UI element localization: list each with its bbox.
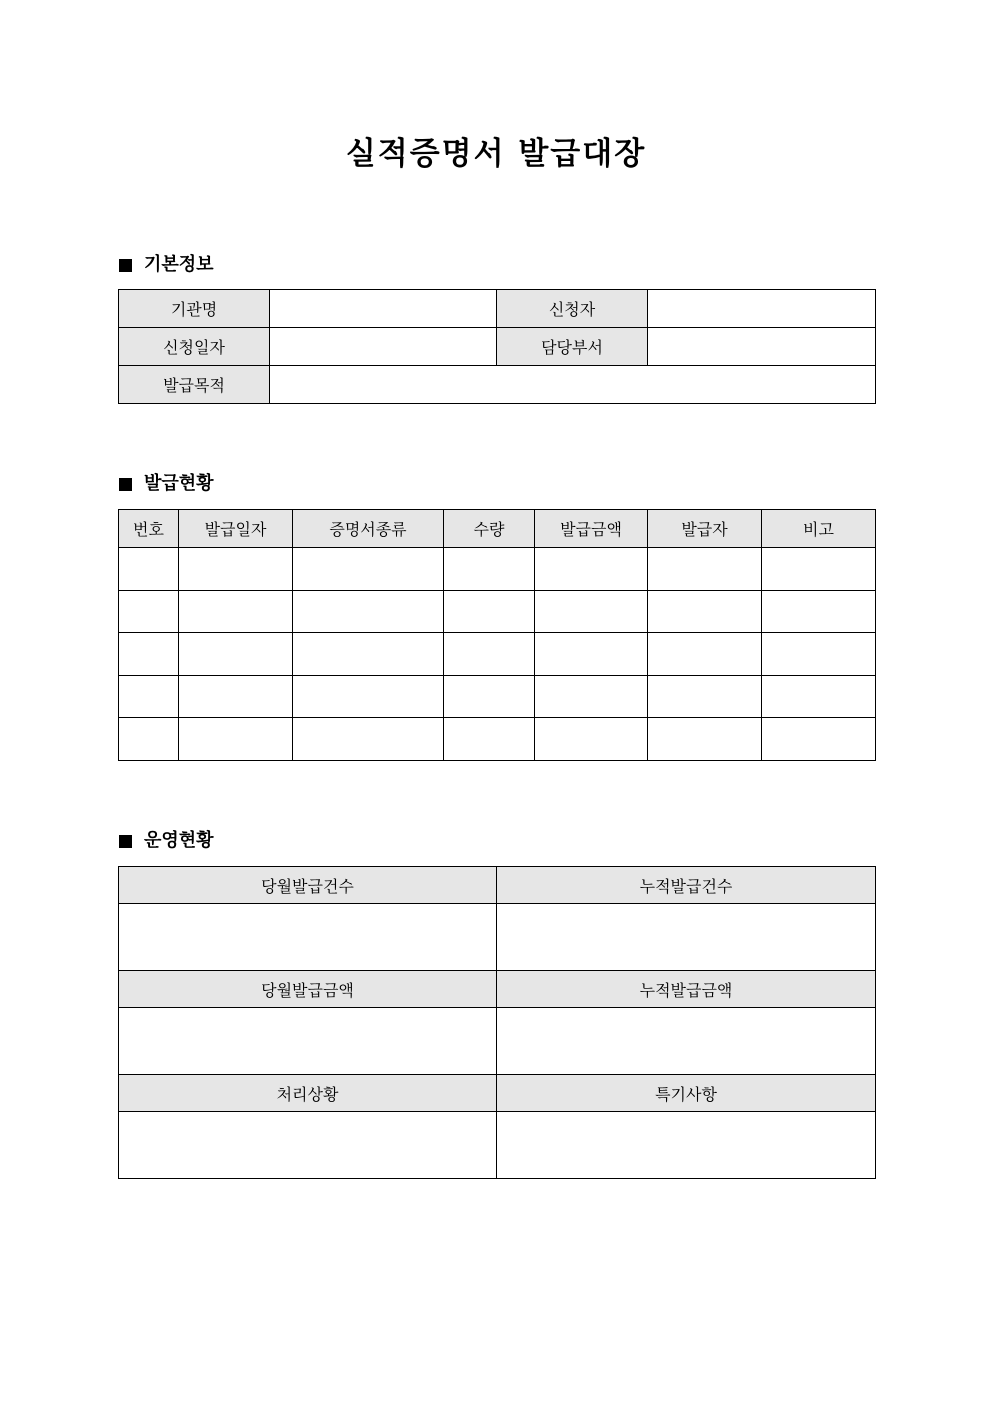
cumulative-amount-label: 누적발급금액 [497, 971, 876, 1008]
column-header-number: 번호 [119, 510, 179, 548]
table-cell[interactable] [179, 590, 293, 633]
page-title: 실적증명서 발급대장 [345, 136, 647, 172]
table-cell[interactable] [762, 718, 876, 761]
column-header-amount: 발급금액 [535, 510, 648, 548]
basic-info-table [118, 289, 876, 404]
table-row [119, 290, 876, 328]
applicant-field[interactable] [648, 290, 876, 328]
cumulative-amount-field[interactable] [497, 1008, 876, 1075]
table-header-row [119, 971, 876, 1008]
square-bullet-icon [119, 835, 132, 848]
department-label: 담당부서 [497, 328, 648, 366]
table-cell[interactable] [119, 718, 179, 761]
table-cell[interactable] [293, 548, 444, 591]
table-cell[interactable] [648, 675, 762, 718]
square-bullet-icon [119, 259, 132, 272]
purpose-field[interactable] [270, 366, 876, 404]
section-heading-label: 기본정보 [144, 254, 214, 275]
processing-status-field[interactable] [119, 1112, 497, 1179]
table-cell[interactable] [444, 633, 535, 676]
table-cell[interactable] [444, 718, 535, 761]
table-cell[interactable] [179, 633, 293, 676]
purpose-label: 발급목적 [119, 366, 270, 404]
table-cell[interactable] [119, 590, 179, 633]
table-cell[interactable] [762, 590, 876, 633]
table-cell[interactable] [535, 548, 648, 591]
table-cell[interactable] [444, 675, 535, 718]
table-row [119, 675, 876, 718]
column-header-issue-date: 발급일자 [179, 510, 293, 548]
column-header-remarks: 비고 [762, 510, 876, 548]
column-header-certificate-type: 증명서종류 [293, 510, 444, 548]
table-row [119, 366, 876, 404]
table-row [119, 1008, 876, 1075]
table-cell[interactable] [648, 590, 762, 633]
section-heading-issuance [119, 472, 214, 496]
table-cell[interactable] [119, 633, 179, 676]
application-date-field[interactable] [270, 328, 497, 366]
table-cell[interactable] [179, 548, 293, 591]
department-field[interactable] [648, 328, 876, 366]
table-row [119, 633, 876, 676]
issuance-table [118, 509, 876, 761]
operation-table [118, 866, 876, 1179]
table-cell[interactable] [444, 548, 535, 591]
table-cell[interactable] [535, 633, 648, 676]
table-header-row [119, 510, 876, 548]
table-header-row [119, 867, 876, 904]
monthly-count-field[interactable] [119, 904, 497, 971]
applicant-label: 신청자 [497, 290, 648, 328]
column-header-issuer: 발급자 [648, 510, 762, 548]
table-header-row [119, 1075, 876, 1112]
table-cell[interactable] [293, 675, 444, 718]
table-cell[interactable] [535, 590, 648, 633]
table-cell[interactable] [762, 675, 876, 718]
table-cell[interactable] [648, 548, 762, 591]
monthly-amount-label: 당월발급금액 [119, 971, 497, 1008]
table-cell[interactable] [762, 633, 876, 676]
table-row [119, 1112, 876, 1179]
remarks-field[interactable] [497, 1112, 876, 1179]
table-cell[interactable] [293, 633, 444, 676]
table-cell[interactable] [179, 675, 293, 718]
monthly-count-label: 당월발급건수 [119, 867, 497, 904]
section-heading-label: 발급현황 [144, 473, 214, 494]
table-row [119, 718, 876, 761]
table-cell[interactable] [293, 718, 444, 761]
table-row [119, 904, 876, 971]
column-header-quantity: 수량 [444, 510, 535, 548]
institution-label: 기관명 [119, 290, 270, 328]
table-cell[interactable] [535, 718, 648, 761]
cumulative-count-label: 누적발급건수 [497, 867, 876, 904]
table-cell[interactable] [444, 590, 535, 633]
table-cell[interactable] [179, 718, 293, 761]
section-heading-operation [119, 829, 214, 853]
table-row [119, 328, 876, 366]
table-cell[interactable] [119, 675, 179, 718]
table-cell[interactable] [648, 718, 762, 761]
square-bullet-icon [119, 478, 132, 491]
processing-status-label: 처리상황 [119, 1075, 497, 1112]
cumulative-count-field[interactable] [497, 904, 876, 971]
remarks-label: 특기사항 [497, 1075, 876, 1112]
section-heading-label: 운영현황 [144, 830, 214, 851]
table-cell[interactable] [293, 590, 444, 633]
table-cell[interactable] [119, 548, 179, 591]
table-cell[interactable] [762, 548, 876, 591]
table-cell[interactable] [535, 675, 648, 718]
monthly-amount-field[interactable] [119, 1008, 497, 1075]
table-row [119, 590, 876, 633]
application-date-label: 신청일자 [119, 328, 270, 366]
institution-field[interactable] [270, 290, 497, 328]
table-row [119, 548, 876, 591]
section-heading-basic-info [119, 253, 214, 277]
table-cell[interactable] [648, 633, 762, 676]
